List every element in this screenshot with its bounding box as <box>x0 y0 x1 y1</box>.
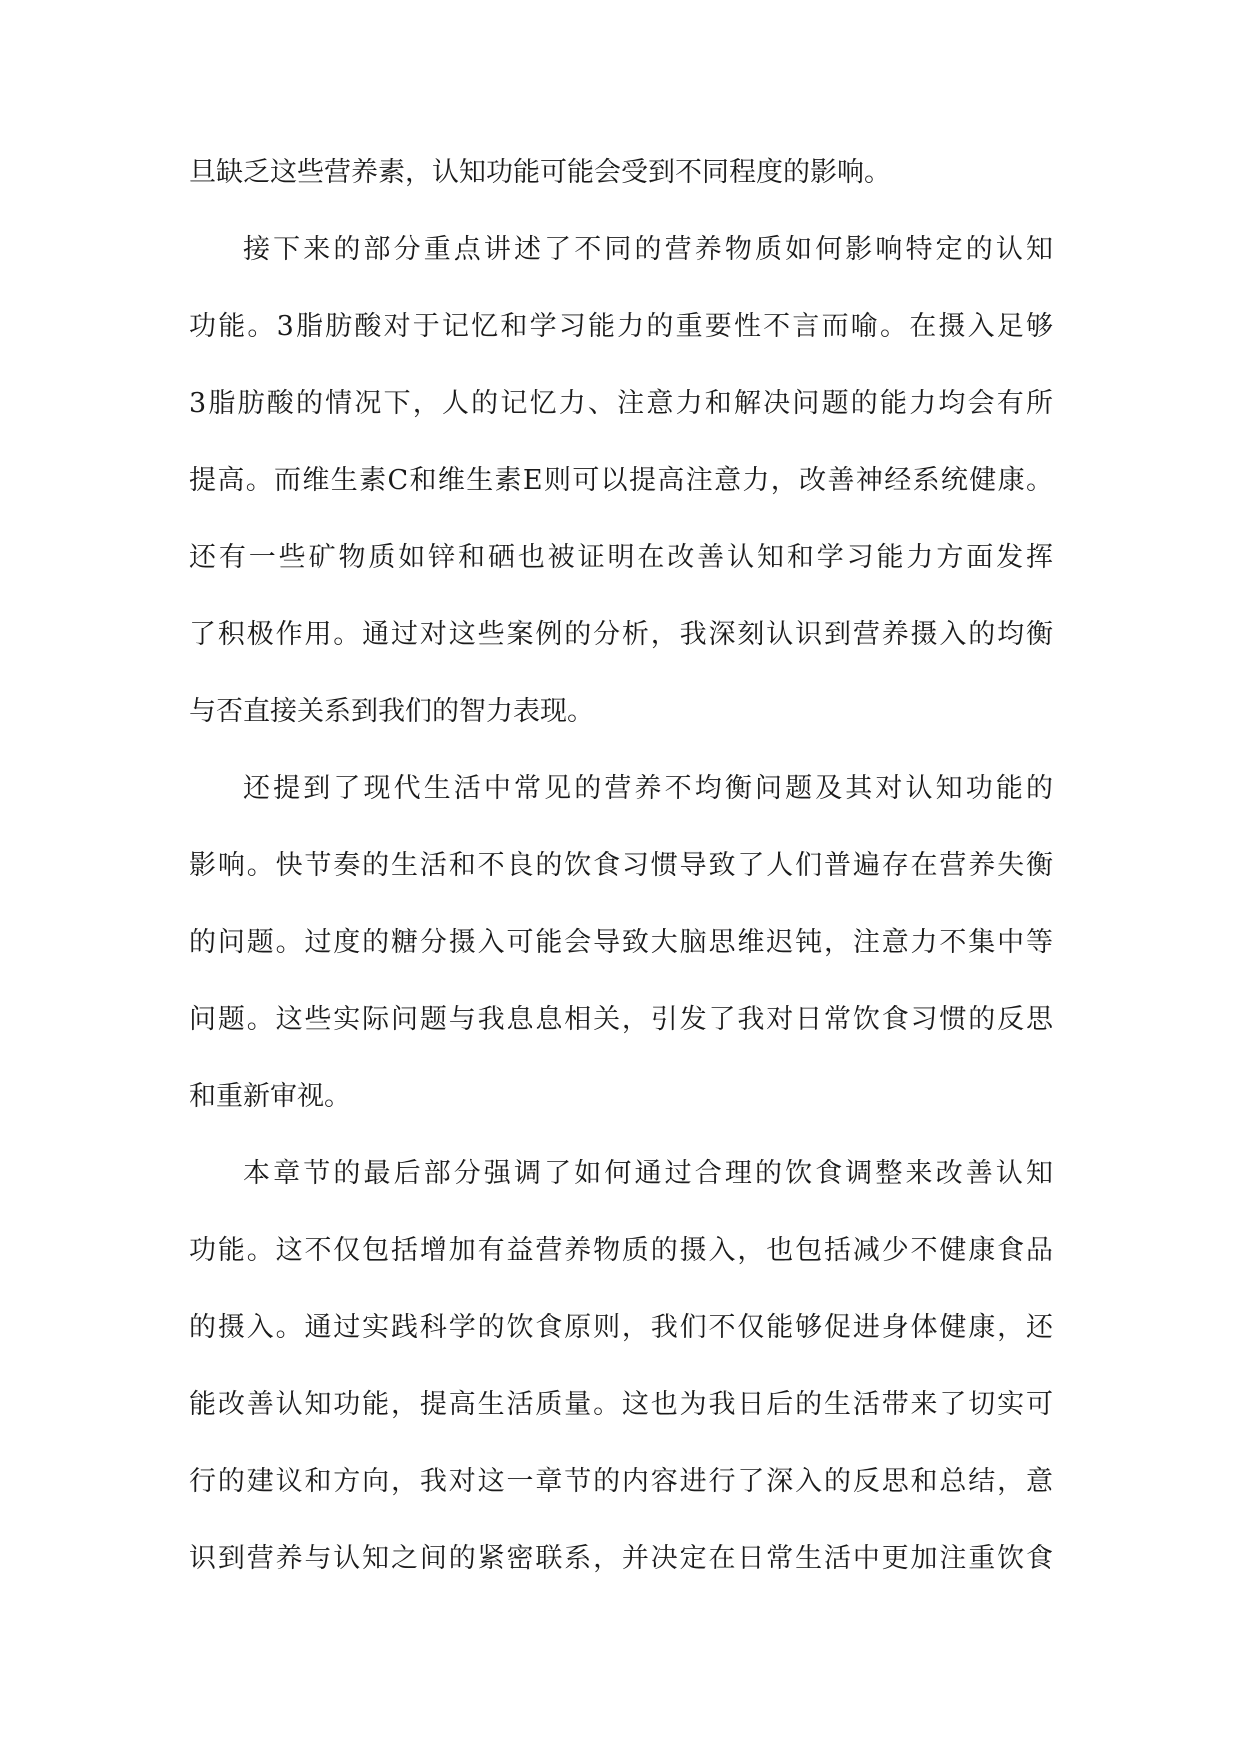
text-line: 问题。这些实际问题与我息息相关，引发了我对日常饮食习惯的反思 <box>189 1004 1053 1035</box>
text-line: 提高。而维生素C和维生素E则可以提高注意力，改善神经系统健康。 <box>189 465 1053 496</box>
text-line: 和重新审视。 <box>189 1081 351 1112</box>
text-line: 识到营养与认知之间的紧密联系，并决定在日常生活中更加注重饮食 <box>189 1543 1053 1574</box>
text-line: 与否直接关系到我们的智力表现。 <box>189 696 594 727</box>
text-line: 接下来的部分重点讲述了不同的营养物质如何影响特定的认知 <box>243 234 1053 265</box>
text-line: 影响。快节奏的生活和不良的饮食习惯导致了人们普遍存在营养失衡 <box>189 850 1053 881</box>
body-text <box>189 145 1053 1608</box>
text-line: 的摄入。通过实践科学的饮食原则，我们不仅能够促进身体健康，还 <box>189 1312 1053 1343</box>
text-line: 旦缺乏这些营养素，认知功能可能会受到不同程度的影响。 <box>189 157 891 188</box>
text-line: 行的建议和方向，我对这一章节的内容进行了深入的反思和总结，意 <box>189 1466 1053 1497</box>
text-line: 功能。这不仅包括增加有益营养物质的摄入，也包括减少不健康食品 <box>189 1235 1053 1266</box>
text-line: 的问题。过度的糖分摄入可能会导致大脑思维迟钝，注意力不集中等 <box>189 927 1053 958</box>
text-line: 3脂肪酸的情况下，人的记忆力、注意力和解决问题的能力均会有所 <box>189 388 1053 419</box>
text-line: 本章节的最后部分强调了如何通过合理的饮食调整来改善认知 <box>243 1158 1053 1189</box>
text-line: 还有一些矿物质如锌和硒也被证明在改善认知和学习能力方面发挥 <box>189 542 1053 573</box>
text-line: 能改善认知功能，提高生活质量。这也为我日后的生活带来了切实可 <box>189 1389 1053 1420</box>
text-line: 还提到了现代生活中常见的营养不均衡问题及其对认知功能的 <box>243 773 1053 804</box>
text-line: 功能。3脂肪酸对于记忆和学习能力的重要性不言而喻。在摄入足够 <box>189 311 1053 342</box>
text-line: 了积极作用。通过对这些案例的分析，我深刻认识到营养摄入的均衡 <box>189 619 1053 650</box>
